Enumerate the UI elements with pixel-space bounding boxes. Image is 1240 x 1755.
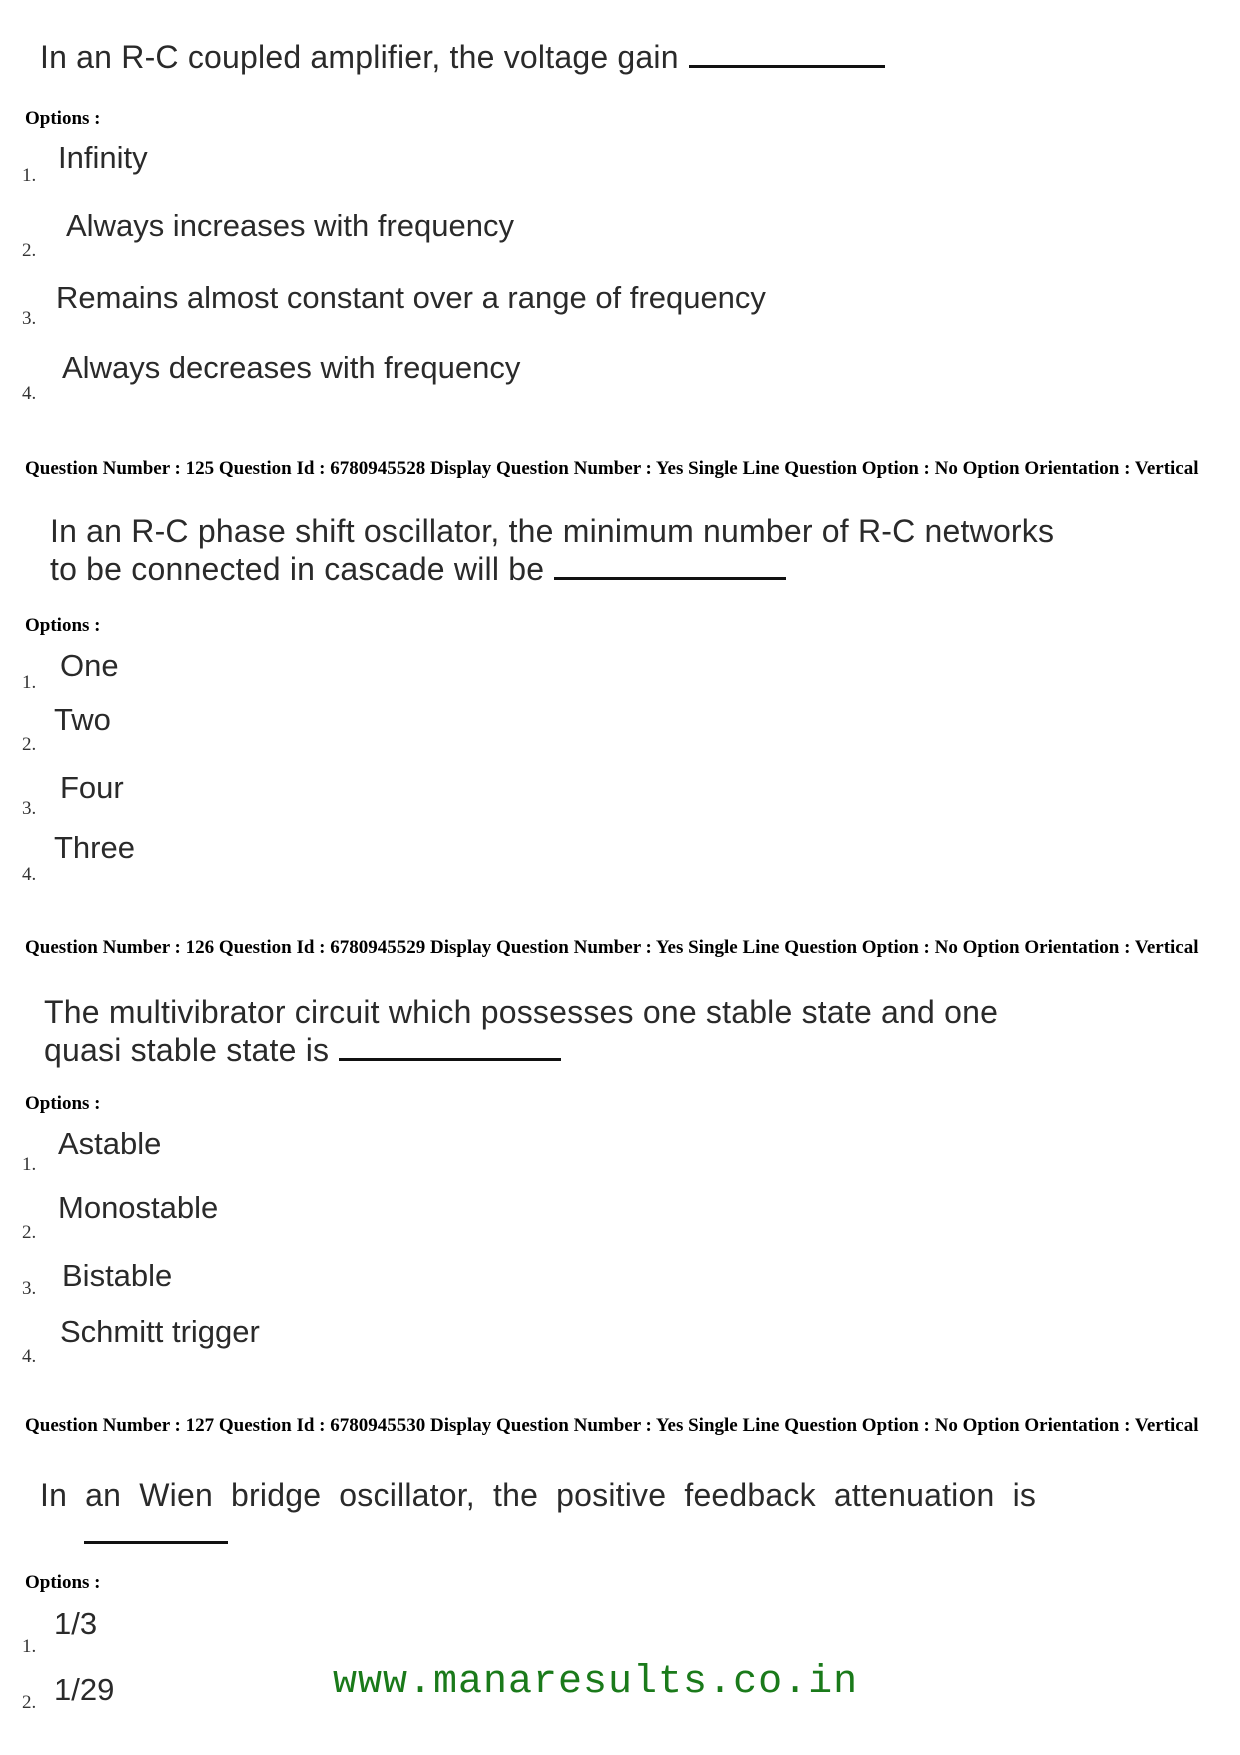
answer-blank (689, 63, 885, 68)
option-number: 4. (22, 383, 37, 404)
options-label: Options : (25, 108, 101, 129)
question-127-line-1: In an Wien bridge oscillator, the positive feedback attenuation is (40, 1477, 1037, 1513)
question-127-text (40, 1476, 1036, 1552)
option-number: 2. (22, 240, 37, 261)
answer-blank (554, 575, 786, 580)
options-label: Options : (25, 615, 101, 636)
option-text: Two (54, 702, 111, 737)
option-text: Four (60, 770, 124, 805)
option-text: Schmitt trigger (60, 1314, 260, 1349)
option-number: 2. (22, 1222, 37, 1243)
option-number: 3. (22, 798, 37, 819)
question-125-line-2: to be connected in cascade will be (50, 551, 545, 587)
option-text: Remains almost constant over a range of frequency (56, 280, 766, 315)
question-124-text (40, 38, 885, 76)
options-label: Options : (25, 1093, 101, 1114)
question-127-meta: Question Number : 127 Question Id : 6780945530 Display Question Number : Yes Single Line Question Option : No Option Orientation : Vertical (25, 1415, 1199, 1436)
question-126-text (44, 993, 998, 1069)
question-125-meta: Question Number : 125 Question Id : 6780945528 Display Question Number : Yes Single Line Question Option : No Option Orientation : Vertical (25, 458, 1199, 479)
option-text: Bistable (62, 1258, 173, 1293)
answer-blank (84, 1539, 228, 1544)
option-number: 2. (22, 1692, 37, 1713)
option-number: 1. (22, 1636, 37, 1657)
question-124-line: In an R-C coupled amplifier, the voltage gain (40, 39, 679, 75)
option-number: 1. (22, 1154, 37, 1175)
options-label: Options : (25, 1572, 101, 1593)
question-126-line-2: quasi stable state is (44, 1032, 330, 1068)
option-text: One (60, 648, 119, 683)
option-text: Always decreases with frequency (62, 350, 521, 385)
option-text: 1/29 (54, 1672, 115, 1707)
option-number: 3. (22, 308, 37, 329)
option-text: Astable (58, 1126, 162, 1161)
option-text: Always increases with frequency (66, 208, 514, 243)
question-125-text (50, 512, 1054, 588)
option-text: Three (54, 830, 135, 865)
option-number: 1. (22, 165, 37, 186)
option-text: Monostable (58, 1190, 219, 1225)
watermark-url: www.manaresults.co.in (333, 1660, 859, 1705)
option-text: Infinity (58, 140, 148, 175)
question-125-line-1: In an R-C phase shift oscillator, the minimum number of R-C networks (50, 513, 1055, 549)
option-number: 4. (22, 1346, 37, 1367)
question-126-line-1: The multivibrator circuit which possesses one stable state and one (44, 994, 999, 1030)
question-126-meta: Question Number : 126 Question Id : 6780945529 Display Question Number : Yes Single Line Question Option : No Option Orientation : Vertical (25, 937, 1199, 958)
answer-blank (339, 1056, 561, 1061)
option-text: 1/3 (54, 1606, 98, 1641)
option-number: 1. (22, 672, 37, 693)
option-number: 2. (22, 734, 37, 755)
option-number: 3. (22, 1278, 37, 1299)
option-number: 4. (22, 864, 37, 885)
